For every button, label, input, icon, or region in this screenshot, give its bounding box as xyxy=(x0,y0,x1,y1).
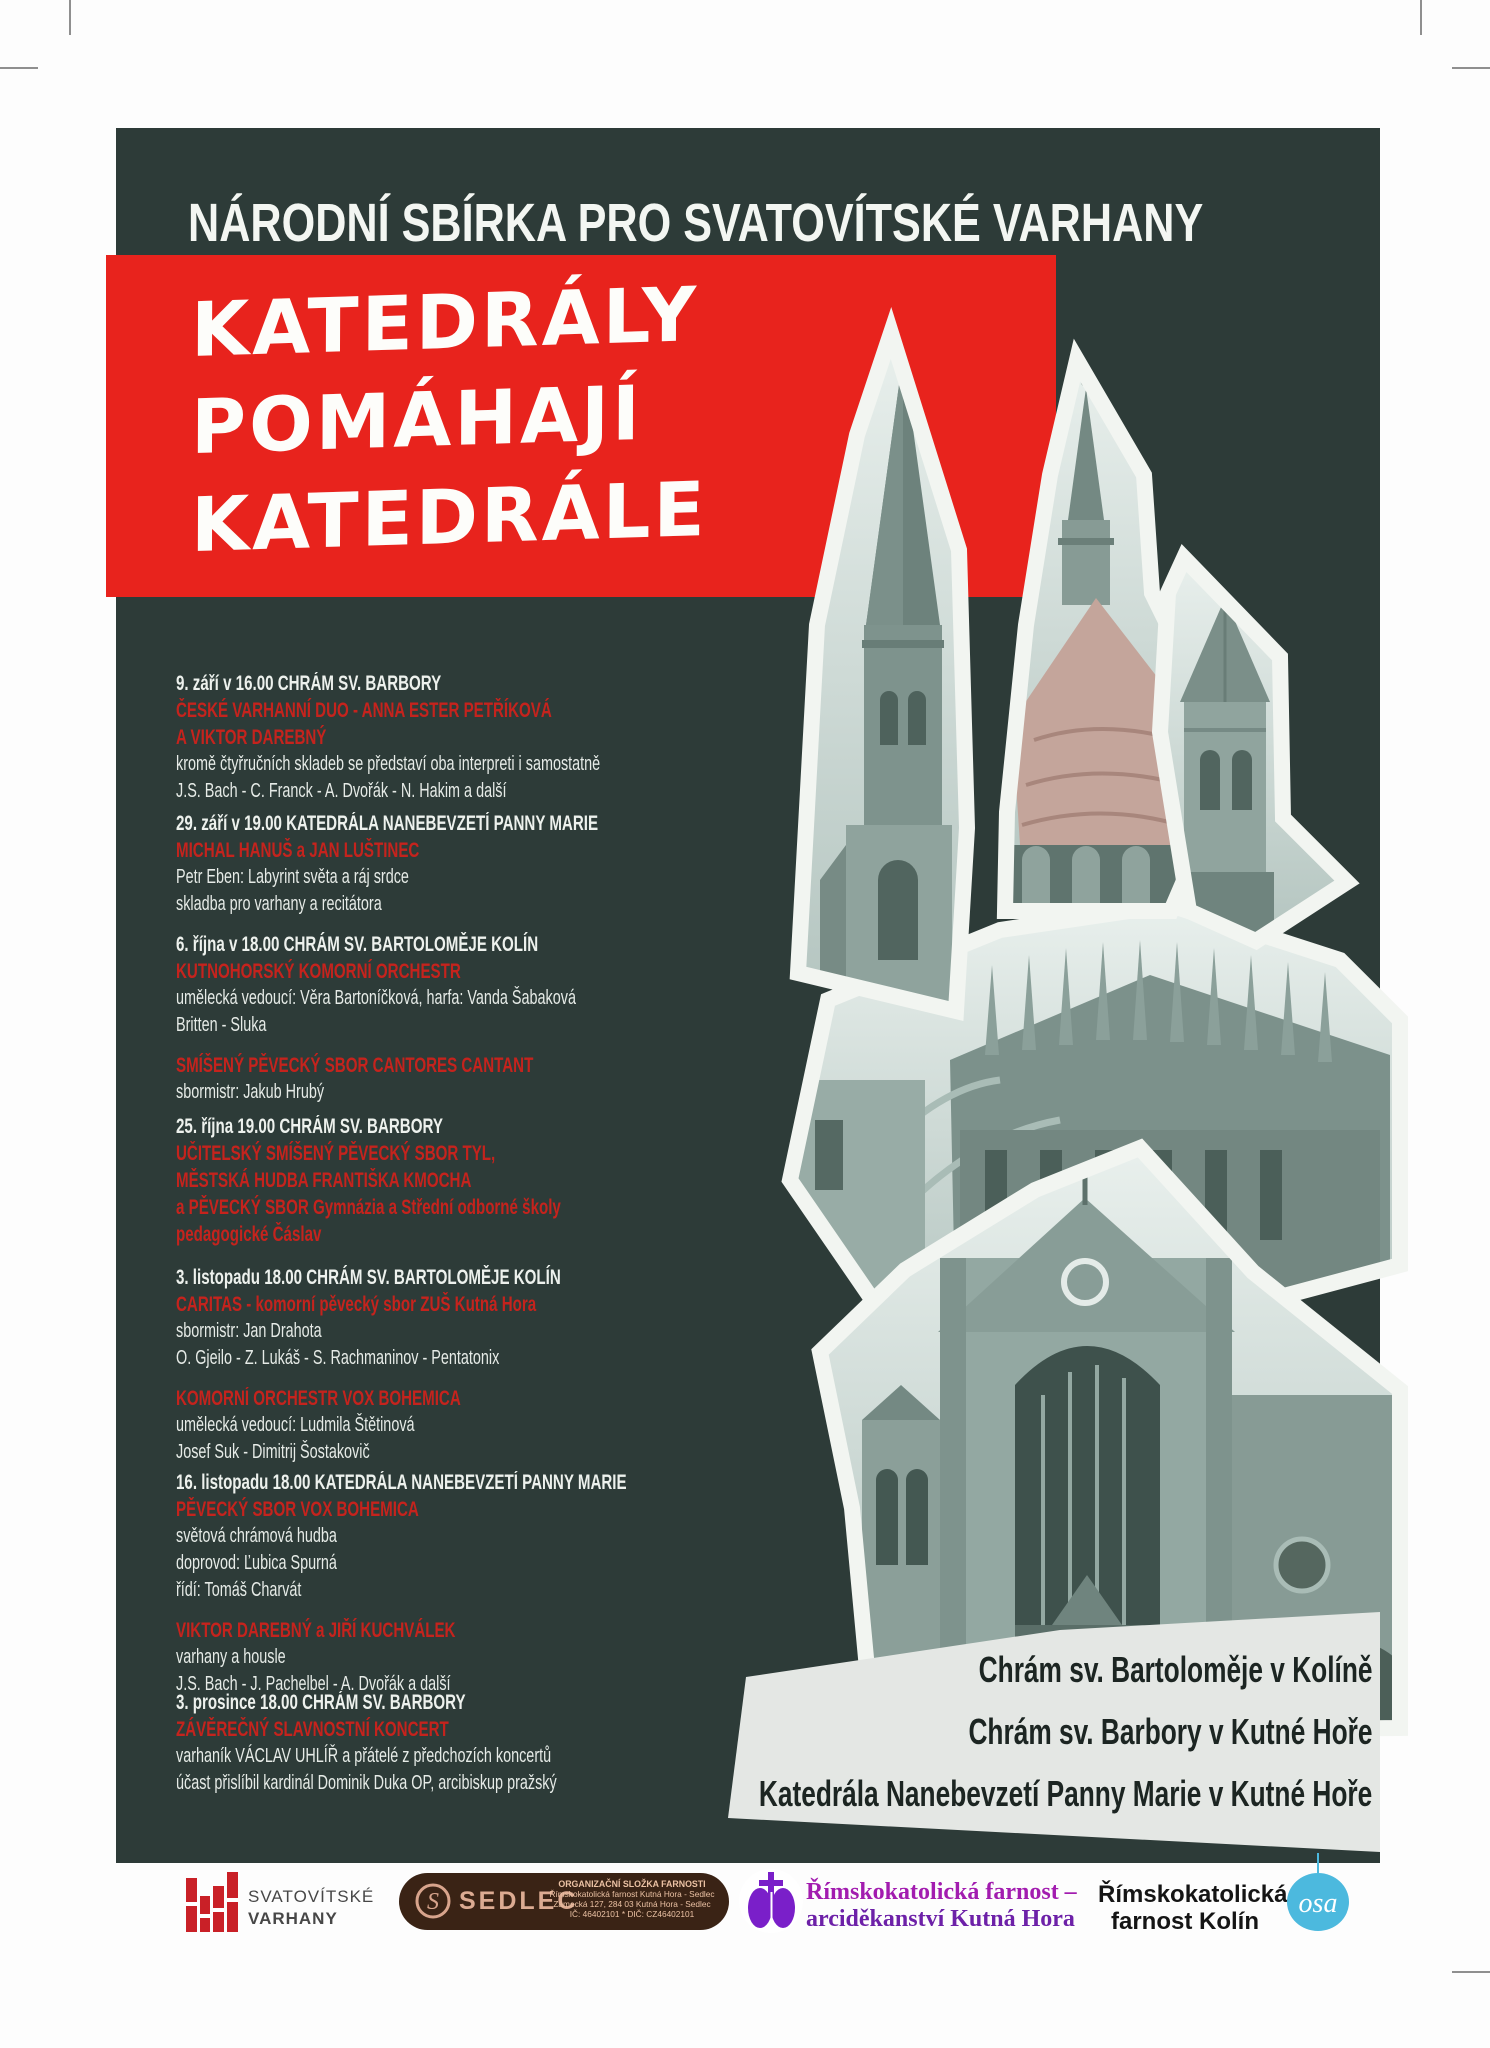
concert-line-artist: CARITAS - komorní pěvecký sbor ZUŠ Kutná Hora xyxy=(176,1293,537,1316)
concert-line-artist: UČITELSKÝ SMÍŠENÝ PĚVECKÝ SBOR TYL, xyxy=(176,1142,496,1165)
concert-line-info: J.S. Bach - C. Franck - A. Dvořák - N. Hakim a další xyxy=(176,780,507,802)
concert-line-artist: ZÁVĚREČNÝ SLAVNOSTNÍ KONCERT xyxy=(176,1718,449,1741)
concert-line-info: Petr Eben: Labyrint světa a ráj srdce xyxy=(176,866,409,888)
organ-pipes-icon xyxy=(186,1872,240,1934)
concert-line-artist: A VIKTOR DAREBNÝ xyxy=(176,726,327,749)
concert-line-info: umělecká vedoucí: Věra Bartoníčková, harfa: Vanda Šabaková xyxy=(176,987,576,1009)
concert-line-info: varhany a housle xyxy=(176,1646,286,1668)
slogan-line-3: KATEDRÁLE xyxy=(190,464,708,570)
spacer xyxy=(176,1039,816,1052)
crop-mark xyxy=(69,0,71,35)
farnost-kolin-logo-text xyxy=(1098,1881,1288,1935)
concert-line-info: umělecká vedoucí: Ludmila Štětinová xyxy=(176,1414,415,1436)
farnost-kutna-hora-logo-text xyxy=(806,1879,1077,1933)
concert-line-info: O. Gjeilo - Z. Lukáš - S. Rachmaninov - Pentatonix xyxy=(176,1347,500,1369)
spacer xyxy=(176,1372,816,1385)
concert-line-info: sbormistr: Jan Drahota xyxy=(176,1320,322,1342)
farnost-kolin-line2: farnost Kolín xyxy=(1111,1908,1259,1935)
concert-line-info: světová chrámová hudba xyxy=(176,1525,337,1547)
farnost-cross-icon xyxy=(738,1868,804,1934)
crop-mark xyxy=(0,67,38,69)
concert-line-info: skladba pro varhany a recitátora xyxy=(176,893,382,915)
venue-line-1: Chrám sv. Bartoloměje v Kolíně xyxy=(978,1649,1372,1690)
concert-line-info: účast přislíbil kardinál Dominik Duka OP, arcibiskup pražský xyxy=(176,1772,557,1794)
concert-line-date: 16. listopadu 18.00 KATEDRÁLA NANEBEVZETÍ PANNY MARIE xyxy=(176,1471,627,1494)
venue-line-2: Chrám sv. Barbory v Kutné Hoře xyxy=(967,1711,1372,1752)
sedlec-label: SEDLEC xyxy=(459,1887,579,1915)
concert-line-info: kromě čtyřručních skladeb se představí oba interpreti i samostatně xyxy=(176,753,601,775)
osa-label: osa xyxy=(1298,1888,1338,1919)
concert-line-date: 3. listopadu 18.00 CHRÁM SV. BARTOLOMĚJE KOLÍN xyxy=(176,1266,561,1289)
concert-line-artist: KUTNOHORSKÝ KOMORNÍ ORCHESTR xyxy=(176,960,461,983)
svatovitske-label: SVATOVÍTSKÉ xyxy=(248,1887,375,1906)
farnost-kolin-line1: Římskokatolická xyxy=(1098,1881,1288,1908)
concert-line-date: 3. prosince 18.00 CHRÁM SV. BARBORY xyxy=(176,1691,466,1714)
concert-line-date: 29. září v 19.00 KATEDRÁLA NANEBEVZETÍ PANNY MARIE xyxy=(176,812,599,835)
concert-block xyxy=(176,670,816,805)
farnost-kh-line1: Římskokatolická farnost – xyxy=(806,1879,1077,1905)
concert-line-info: varhaník VÁCLAV UHLÍŘ a přátelé z předchozích koncertů xyxy=(176,1745,552,1767)
concert-line-artist: MĚSTSKÁ HUDBA FRANTIŠKA KMOCHA xyxy=(176,1169,472,1192)
crop-mark xyxy=(1420,0,1422,35)
sedlec-org-line: Zámecká 127, 284 03 Kutná Hora - Sedlec xyxy=(553,1899,711,1909)
crop-mark xyxy=(1452,67,1490,69)
sedlec-org-info xyxy=(539,1879,725,1919)
sedlec-org-line: ORGANIZAČNÍ SLOŽKA FARNOSTI xyxy=(558,1879,706,1889)
crop-mark xyxy=(1452,1971,1490,1973)
varhany-label: VARHANY xyxy=(248,1909,338,1928)
slogan-line-2: POMÁHAJÍ xyxy=(190,368,644,472)
concert-line-artist: VIKTOR DAREBNÝ a JIŘÍ KUCHVÁLEK xyxy=(176,1619,456,1642)
osa-icon xyxy=(1286,1853,1350,1935)
concert-block xyxy=(176,1113,816,1248)
poster-title: NÁRODNÍ SBÍRKA PRO SVATOVÍTSKÉ VARHANY xyxy=(188,193,1204,253)
concert-line-date: 25. října 19.00 CHRÁM SV. BARBORY xyxy=(176,1115,443,1138)
poster-body xyxy=(116,128,1380,1863)
concert-line-artist: MICHAL HANUŠ a JAN LUŠTINEC xyxy=(176,839,420,862)
concert-line-date: 6. října v 18.00 CHRÁM SV. BARTOLOMĚJE KOLÍN xyxy=(176,933,539,956)
slogan-line-1: KATEDRÁLY xyxy=(190,269,700,375)
concert-line-artist: ČESKÉ VARHANNÍ DUO - ANNA ESTER PETŘÍKOVÁ xyxy=(176,699,552,722)
concert-block xyxy=(176,810,816,918)
sedlec-org-line: IČ: 46402101 * DIČ: CZ46402101 xyxy=(569,1909,695,1919)
svg-text:S: S xyxy=(427,1889,439,1915)
concert-line-artist: KOMORNÍ ORCHESTR VOX BOHEMICA xyxy=(176,1387,461,1410)
concert-line-info: Josef Suk - Dimitrij Šostakovič xyxy=(176,1441,370,1463)
concert-line-info: J.S. Bach - J. Pachelbel - A. Dvořák a další xyxy=(176,1673,451,1695)
farnost-kh-line2: arciděkanství Kutná Hora xyxy=(806,1906,1075,1932)
concert-line-info: řídí: Tomáš Charvát xyxy=(176,1579,302,1601)
concert-block xyxy=(176,1264,816,1466)
sedlec-org-line: Římskokatolická farnost Kutná Hora - Sedlec xyxy=(549,1889,715,1899)
sedlec-s-icon xyxy=(413,1881,453,1921)
concert-line-info: Britten - Sluka xyxy=(176,1014,267,1036)
concert-line-artist: pedagogické Čáslav xyxy=(176,1223,322,1246)
concert-line-date: 9. září v 16.00 CHRÁM SV. BARBORY xyxy=(176,672,442,695)
concert-block xyxy=(176,931,816,1106)
concert-line-artist: a PĚVECKÝ SBOR Gymnázia a Střední odborné školy xyxy=(176,1196,561,1219)
concert-line-info: sbormistr: Jakub Hrubý xyxy=(176,1081,325,1103)
concert-line-info: doprovod: Ľubica Spurná xyxy=(176,1552,337,1574)
svatovitske-varhany-logo-text xyxy=(248,1886,374,1930)
concert-line-artist: SMÍŠENÝ PĚVECKÝ SBOR CANTORES CANTANT xyxy=(176,1054,534,1077)
venue-line-3: Katedrála Nanebevzetí Panny Marie v Kutné Hoře xyxy=(758,1773,1372,1814)
concert-line-artist: PĚVECKÝ SBOR VOX BOHEMICA xyxy=(176,1498,419,1521)
sedlec-logo xyxy=(399,1873,729,1930)
